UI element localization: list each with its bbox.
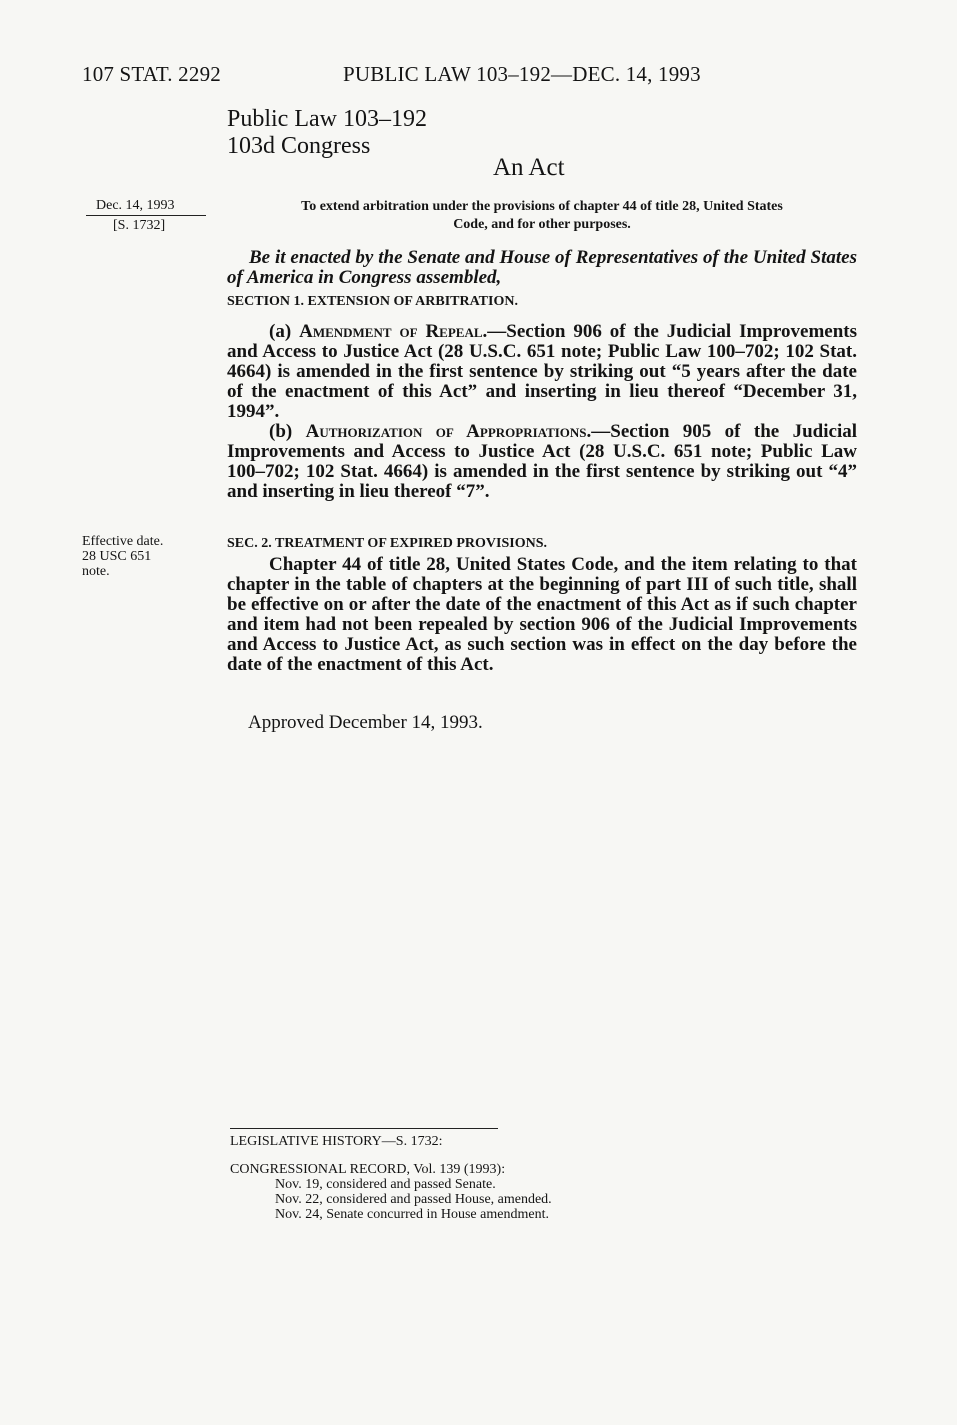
congress-number: 103d Congress xyxy=(227,133,371,159)
margin-effective-line-2: 28 USC 651 xyxy=(82,549,152,564)
legislative-history-heading: LEGISLATIVE HISTORY—S. 1732: xyxy=(230,1134,443,1149)
history-entry: Nov. 24, Senate concurred in House amendment. xyxy=(275,1207,549,1222)
purpose-line-1: To extend arbitration under the provisions of chapter 44 of title 28, United States xyxy=(301,199,783,214)
margin-bill-number: [S. 1732] xyxy=(113,218,166,233)
congressional-record xyxy=(230,1162,552,1222)
subsection-a-text: —Section 906 of the Judicial Improvements and Access to Justice Act (28 U.S.C. 651 note; Public Law 100–702; 102 Stat. 4664) is amended in the first sentence by striking out “5 years after the date of the enactment of this Act” and inserting in lieu thereof “December 31, 1994”. xyxy=(227,321,857,422)
margin-divider xyxy=(86,215,206,216)
congressional-record-title: CONGRESSIONAL RECORD, Vol. 139 (1993): xyxy=(230,1162,506,1177)
subsection-b-label: (b) xyxy=(269,421,306,442)
section-1-heading: SECTION 1. EXTENSION OF ARBITRATION. xyxy=(227,294,518,309)
law-number: Public Law 103–192 xyxy=(227,106,427,132)
purpose-line-2: Code, and for other purposes. xyxy=(453,217,631,232)
section-2-text: Chapter 44 of title 28, United States Code, and the item relating to that chapter in the table of chapters at the beginning of part III of such title, shall be effective on or after the date of the enactment of this Act as if such chapter and item had not been repealed by section 906 of the Judicial Improvements and Access to Justice Act, as such section was in effect on the day before the date of the enactment of this Act. xyxy=(227,554,857,675)
stat-page-number: 107 STAT. 2292 xyxy=(82,62,221,86)
subsection-a-label: (a) xyxy=(269,321,300,342)
history-entries xyxy=(230,1177,552,1222)
history-entry: Nov. 22, considered and passed House, amended. xyxy=(275,1192,552,1207)
margin-effective-line-3: note. xyxy=(82,564,110,579)
subsection-b-text: —Section 905 of the Judicial Improvements and Access to Justice Act (28 U.S.C. 651 note; Public Law 100–702; 102 Stat. 4664) is amended in the first sentence by striking out “4” and inserting in lieu thereof “7”. xyxy=(227,421,857,502)
section-2-heading: SEC. 2. TREATMENT OF EXPIRED PROVISIONS. xyxy=(227,536,547,551)
subsection-a xyxy=(227,322,857,422)
purpose-clause xyxy=(227,198,857,234)
margin-effective-date xyxy=(82,534,163,579)
enacting-clause: Be it enacted by the Senate and House of Representatives of the United States of America in Congress assembled, xyxy=(227,247,857,288)
subsection-b xyxy=(227,422,857,502)
approval-line: Approved December 14, 1993. xyxy=(248,712,483,733)
subsection-a-heading: Amendment of Repeal. xyxy=(299,321,488,342)
running-header: PUBLIC LAW 103–192—DEC. 14, 1993 xyxy=(343,62,701,86)
subsection-b-heading: Authorization of Appropriations. xyxy=(305,421,592,442)
margin-effective-line-1: Effective date. xyxy=(82,534,164,549)
act-heading: An Act xyxy=(493,154,565,181)
margin-date: Dec. 14, 1993 xyxy=(96,198,175,213)
history-entry: Nov. 19, considered and passed Senate. xyxy=(275,1177,496,1192)
footnote-divider xyxy=(230,1128,498,1129)
